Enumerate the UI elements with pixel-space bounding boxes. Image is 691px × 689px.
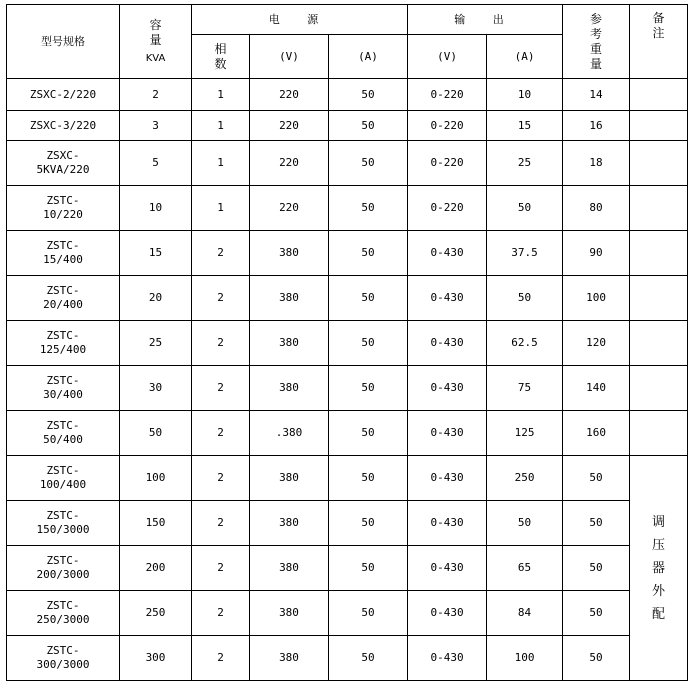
- cell-output-a: 75: [487, 366, 563, 411]
- cell-weight: 120: [563, 321, 630, 366]
- table-row: [7, 501, 688, 546]
- cell-capacity: 100: [120, 456, 192, 501]
- cell-capacity: 3: [120, 111, 192, 141]
- cell-model: ZSTC- 50/400: [7, 411, 120, 456]
- cell-model: ZSTC- 125/400: [7, 321, 120, 366]
- header-output-a: (A): [487, 35, 563, 79]
- header-phase: [192, 35, 250, 79]
- cell-power-v: 380: [250, 276, 329, 321]
- cell-phase: 2: [192, 591, 250, 636]
- cell-weight: 50: [563, 456, 630, 501]
- cell-output-v: 0-430: [408, 546, 487, 591]
- cell-model: ZSTC- 20/400: [7, 276, 120, 321]
- header-output: 输 出: [408, 5, 563, 35]
- cell-note: [630, 186, 688, 231]
- cell-power-v: 380: [250, 501, 329, 546]
- cell-output-v: 0-430: [408, 231, 487, 276]
- cell-power-v: 380: [250, 636, 329, 681]
- header-power: 电 源: [192, 5, 408, 35]
- table-row: [7, 111, 688, 141]
- cell-output-a: 37.5: [487, 231, 563, 276]
- cell-output-v: 0-220: [408, 186, 487, 231]
- cell-capacity: 50: [120, 411, 192, 456]
- cell-power-v: 380: [250, 366, 329, 411]
- cell-power-a: 50: [329, 411, 408, 456]
- table-row: [7, 456, 688, 501]
- cell-capacity: 20: [120, 276, 192, 321]
- cell-output-a: 50: [487, 276, 563, 321]
- cell-power-a: 50: [329, 636, 408, 681]
- cell-model: ZSTC- 100/400: [7, 456, 120, 501]
- cell-phase: 1: [192, 111, 250, 141]
- cell-output-v: 0-430: [408, 636, 487, 681]
- cell-capacity: 200: [120, 546, 192, 591]
- cell-capacity: 250: [120, 591, 192, 636]
- cell-power-a: 50: [329, 456, 408, 501]
- cell-power-a: 50: [329, 591, 408, 636]
- cell-phase: 2: [192, 276, 250, 321]
- cell-model: ZSXC- 5KVA/220: [7, 141, 120, 186]
- cell-output-v: 0-430: [408, 411, 487, 456]
- cell-power-v: 220: [250, 79, 329, 111]
- cell-power-a: 50: [329, 111, 408, 141]
- cell-phase: 2: [192, 321, 250, 366]
- cell-phase: 1: [192, 186, 250, 231]
- header-capacity-label: 容量: [149, 17, 162, 47]
- cell-output-a: 65: [487, 546, 563, 591]
- cell-output-v: 0-430: [408, 321, 487, 366]
- header-capacity: [120, 5, 192, 79]
- cell-capacity: 150: [120, 501, 192, 546]
- cell-note: [630, 231, 688, 276]
- cell-weight: 50: [563, 546, 630, 591]
- table-row: [7, 186, 688, 231]
- cell-model: ZSTC- 10/220: [7, 186, 120, 231]
- cell-weight: 50: [563, 591, 630, 636]
- cell-model: ZSTC- 300/3000: [7, 636, 120, 681]
- note-regulator-external: 调压器外配: [652, 514, 666, 622]
- cell-output-v: 0-220: [408, 111, 487, 141]
- cell-capacity: 15: [120, 231, 192, 276]
- header-row-top: [7, 5, 688, 35]
- table-row: [7, 231, 688, 276]
- header-weight-label: 参考重量: [590, 11, 603, 71]
- cell-model: ZSTC- 250/3000: [7, 591, 120, 636]
- cell-note: [630, 321, 688, 366]
- cell-output-v: 0-430: [408, 366, 487, 411]
- cell-output-a: 25: [487, 141, 563, 186]
- cell-power-a: 50: [329, 231, 408, 276]
- cell-note: [630, 276, 688, 321]
- cell-output-v: 0-220: [408, 141, 487, 186]
- cell-power-a: 50: [329, 366, 408, 411]
- header-note: [630, 5, 688, 79]
- cell-note: [630, 141, 688, 186]
- cell-model: ZSTC- 200/3000: [7, 546, 120, 591]
- cell-phase: 1: [192, 141, 250, 186]
- cell-weight: 80: [563, 186, 630, 231]
- table-row: [7, 366, 688, 411]
- header-note-label: 备注: [652, 11, 665, 40]
- cell-capacity: 300: [120, 636, 192, 681]
- cell-output-a: 62.5: [487, 321, 563, 366]
- cell-output-a: 125: [487, 411, 563, 456]
- cell-output-v: 0-430: [408, 591, 487, 636]
- cell-weight: 140: [563, 366, 630, 411]
- header-weight: [563, 5, 630, 79]
- header-power-v: (V): [250, 35, 329, 79]
- cell-output-a: 15: [487, 111, 563, 141]
- cell-note-merged: [630, 456, 688, 681]
- cell-capacity: 25: [120, 321, 192, 366]
- cell-model: ZSXC-3/220: [7, 111, 120, 141]
- table-row: [7, 276, 688, 321]
- table-row: [7, 321, 688, 366]
- cell-power-v: 380: [250, 591, 329, 636]
- cell-capacity: 2: [120, 79, 192, 111]
- cell-model: ZSXC-2/220: [7, 79, 120, 111]
- cell-output-a: 100: [487, 636, 563, 681]
- header-output-v: (V): [408, 35, 487, 79]
- cell-weight: 16: [563, 111, 630, 141]
- cell-weight: 50: [563, 636, 630, 681]
- cell-output-v: 0-430: [408, 456, 487, 501]
- cell-output-v: 0-430: [408, 276, 487, 321]
- cell-weight: 18: [563, 141, 630, 186]
- table-row: [7, 79, 688, 111]
- cell-weight: 160: [563, 411, 630, 456]
- cell-power-v: 220: [250, 186, 329, 231]
- cell-phase: 2: [192, 456, 250, 501]
- cell-phase: 2: [192, 231, 250, 276]
- cell-phase: 2: [192, 411, 250, 456]
- cell-model: ZSTC- 150/3000: [7, 501, 120, 546]
- cell-weight: 100: [563, 276, 630, 321]
- table-row: [7, 141, 688, 186]
- cell-power-v: 220: [250, 141, 329, 186]
- cell-weight: 90: [563, 231, 630, 276]
- cell-capacity: 10: [120, 186, 192, 231]
- cell-power-v: 380: [250, 546, 329, 591]
- cell-power-v: 220: [250, 111, 329, 141]
- cell-capacity: 30: [120, 366, 192, 411]
- cell-note: [630, 366, 688, 411]
- cell-note: [630, 111, 688, 141]
- header-phase-label: 相数: [214, 41, 227, 71]
- cell-output-a: 50: [487, 501, 563, 546]
- cell-weight: 50: [563, 501, 630, 546]
- cell-phase: 1: [192, 79, 250, 111]
- cell-model: ZSTC- 30/400: [7, 366, 120, 411]
- cell-power-a: 50: [329, 321, 408, 366]
- table-row: [7, 636, 688, 681]
- cell-power-a: 50: [329, 546, 408, 591]
- cell-output-v: 0-430: [408, 501, 487, 546]
- cell-output-a: 250: [487, 456, 563, 501]
- cell-note: [630, 411, 688, 456]
- header-model: 型号规格: [7, 5, 120, 79]
- cell-power-v: 380: [250, 231, 329, 276]
- header-power-a: (A): [329, 35, 408, 79]
- cell-capacity: 5: [120, 141, 192, 186]
- cell-power-a: 50: [329, 141, 408, 186]
- cell-phase: 2: [192, 501, 250, 546]
- cell-power-a: 50: [329, 276, 408, 321]
- table-row: [7, 546, 688, 591]
- cell-note: [630, 79, 688, 111]
- cell-output-v: 0-220: [408, 79, 487, 111]
- table-body: [7, 5, 688, 681]
- spec-table: [6, 4, 688, 681]
- cell-power-a: 50: [329, 79, 408, 111]
- cell-weight: 14: [563, 79, 630, 111]
- cell-power-v: 380: [250, 321, 329, 366]
- table-row: [7, 591, 688, 636]
- table-row: [7, 411, 688, 456]
- cell-power-a: 50: [329, 186, 408, 231]
- cell-output-a: 84: [487, 591, 563, 636]
- cell-phase: 2: [192, 366, 250, 411]
- cell-phase: 2: [192, 636, 250, 681]
- cell-model: ZSTC- 15/400: [7, 231, 120, 276]
- cell-power-a: 50: [329, 501, 408, 546]
- cell-output-a: 50: [487, 186, 563, 231]
- cell-output-a: 10: [487, 79, 563, 111]
- cell-power-v: .380: [250, 411, 329, 456]
- header-capacity-unit: KVA: [145, 52, 166, 64]
- cell-phase: 2: [192, 546, 250, 591]
- cell-power-v: 380: [250, 456, 329, 501]
